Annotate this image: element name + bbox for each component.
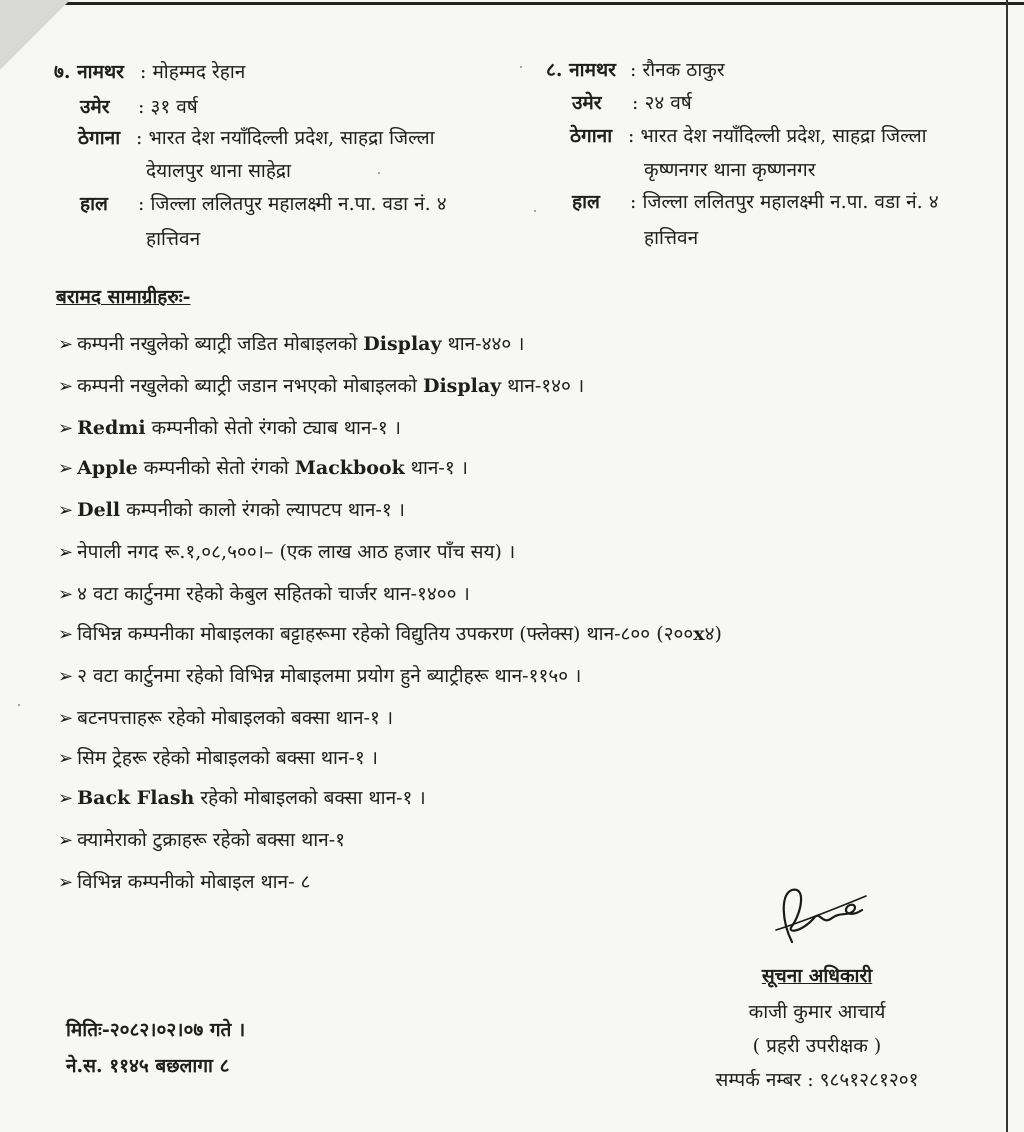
person-8-current-line1: : जिल्ला ललितपुर महालक्ष्मी न.पा. वडा नं. ४ [630,191,939,213]
right-border [1006,0,1008,1132]
seized-item-text: बटनपत्ताहरू रहेको मोबाइलको बक्सा थान-१ । [77,707,394,729]
person-7-current-line1: : जिल्ला ललितपुर महालक्ष्मी न.पा. वडा नं. ४ [138,193,447,215]
seized-item-text: नेपाली नगद रू.१,०८,५००।– (एक लाख आठ हजार पाँच सय) । [77,541,516,563]
signatory-block [682,962,952,1100]
handwritten-signature [762,882,872,952]
scan-speck [18,704,20,706]
seized-item-text: रहेको मोबाइलको बक्सा थान-१ । [194,787,426,809]
arrow-bullet-icon: ➢ [58,748,74,769]
seized-item [58,704,393,730]
person-7-current-label: हाल [80,193,108,215]
arrow-bullet-icon: ➢ [58,334,74,355]
seized-item [58,744,378,770]
seized-item-bold-text: Display [363,333,442,355]
arrow-bullet-icon: ➢ [58,584,74,605]
seized-item [58,826,345,852]
scan-speck [378,172,380,174]
seized-item [58,330,524,356]
seized-item [58,414,401,440]
seized-item [58,496,405,522]
seized-item [58,784,426,810]
arrow-bullet-icon: ➢ [58,458,74,479]
signatory-contact: सम्पर्क नम्बर : ९८५१२८१२०१ [715,1069,919,1091]
person-7-name: : मोहम्मद रेहान [140,61,246,83]
seized-item-text: कम्पनीको कालो रंगको ल्यापटप थान-१ । [120,499,405,521]
person-8-name: : रौनक ठाकुर [630,59,725,81]
seized-item-text: कम्पनी नखुलेको ब्याट्री जडित मोबाइलको [77,333,364,355]
arrow-bullet-icon: ➢ [58,788,74,809]
seized-item-bold-text: Dell [77,499,121,521]
date-line: मितिः-२०८२।०२।०७ गते । [66,1019,246,1041]
person-8-number-label: ८. नामथर [546,59,616,81]
arrow-bullet-icon: ➢ [58,500,74,521]
scan-speck [534,210,536,212]
person-7-age: : ३१ वर्ष [138,96,198,118]
seized-item-bold-text: Apple [77,457,138,479]
arrow-bullet-icon: ➢ [58,624,74,645]
seized-item [58,662,581,688]
seized-item [58,454,468,480]
seized-item-text: विभिन्न कम्पनीका मोबाइलका बट्टाहरूमा रहेको विद्युतिय उपकरण (फ्लेक्स) थान-८०० (२०० [77,623,694,645]
person-8-current-label: हाल [572,191,600,213]
seized-item-text: विभिन्न कम्पनीको मोबाइल थान- ८ [77,871,311,893]
arrow-bullet-icon: ➢ [58,542,74,563]
person-7-address-line2: देयालपुर थाना साहेद्रा [146,160,291,182]
person-8-age-label: उमेर [572,92,602,114]
top-border [40,2,1024,5]
person-7-current-line2: हात्तिवन [146,228,201,250]
seized-item-bold-text: Back Flash [77,787,195,809]
seized-item [58,620,722,646]
nepal-sambat-date-line: ने.स. ११४५ बछलागा ८ [66,1055,230,1077]
arrow-bullet-icon: ➢ [58,708,74,729]
seized-item [58,868,310,894]
person-8-address-label: ठेगाना [570,125,613,147]
signatory-rank: ( प्रहरी उपरीक्षक ) [752,1035,882,1057]
person-7-address-line1: : भारत देश नयाँदिल्ली प्रदेश, साहद्रा जिल्ला [136,127,435,149]
seized-item-bold-text: x [693,623,705,645]
seized-item-bold-text: Display [422,375,502,397]
person-8-current-line2: हात्तिवन [644,227,699,249]
seized-item-text: थान-१४० । [501,375,585,397]
seized-item-text: थान-१ । [404,457,468,479]
seized-items-heading: बरामद सामाग्रीहरुः- [56,286,191,308]
seized-item-text: थान-४४० । [441,333,525,355]
seized-item-text: कम्पनीको सेतो रंगको ट्याब थान-१ । [145,417,401,439]
scan-speck [520,66,522,68]
seized-item-text: कम्पनीको सेतो रंगको [137,457,295,479]
arrow-bullet-icon: ➢ [58,376,74,397]
arrow-bullet-icon: ➢ [58,872,74,893]
seized-item [58,538,515,564]
person-8-address-line2: कृष्णनगर थाना कृष्णनगर [644,159,816,181]
seized-item-text: ४ वटा कार्टुनमा रहेको केबुल सहितको चार्जर थान-१४०० । [77,583,470,605]
seized-item-text: २ वटा कार्टुनमा रहेको विभिन्न मोबाइलमा प्रयोग हुने ब्याट्रीहरू थान-११५० । [77,665,582,687]
seized-item-bold-text: Mackbook [294,457,405,479]
seized-item [58,372,584,398]
arrow-bullet-icon: ➢ [58,418,74,439]
seized-item-bold-text: Redmi [77,417,146,439]
signatory-title: सूचना अधिकारी [761,965,873,987]
seized-item [58,580,470,606]
person-7-age-label: उमेर [80,96,110,118]
person-7-address-label: ठेगाना [78,127,121,149]
signatory-name: काजी कुमार आचार्य [748,1001,886,1023]
person-8-age: : २४ वर्ष [632,92,692,114]
person-8-address-line1: : भारत देश नयाँदिल्ली प्रदेश, साहद्रा जिल्ला [628,125,927,147]
seized-item-text: ४) [704,623,722,645]
seized-item-text: सिम ट्रेहरू रहेको मोबाइलको बक्सा थान-१ । [77,747,378,769]
arrow-bullet-icon: ➢ [58,830,74,851]
person-7-number-label: ७. नामथर [54,61,124,83]
arrow-bullet-icon: ➢ [58,666,74,687]
seized-item-text: क्यामेराको टुक्राहरू रहेको बक्सा थान-१ [77,829,346,851]
seized-item-text: कम्पनी नखुलेको ब्याट्री जडान नभएको मोबाइलको [77,375,423,397]
